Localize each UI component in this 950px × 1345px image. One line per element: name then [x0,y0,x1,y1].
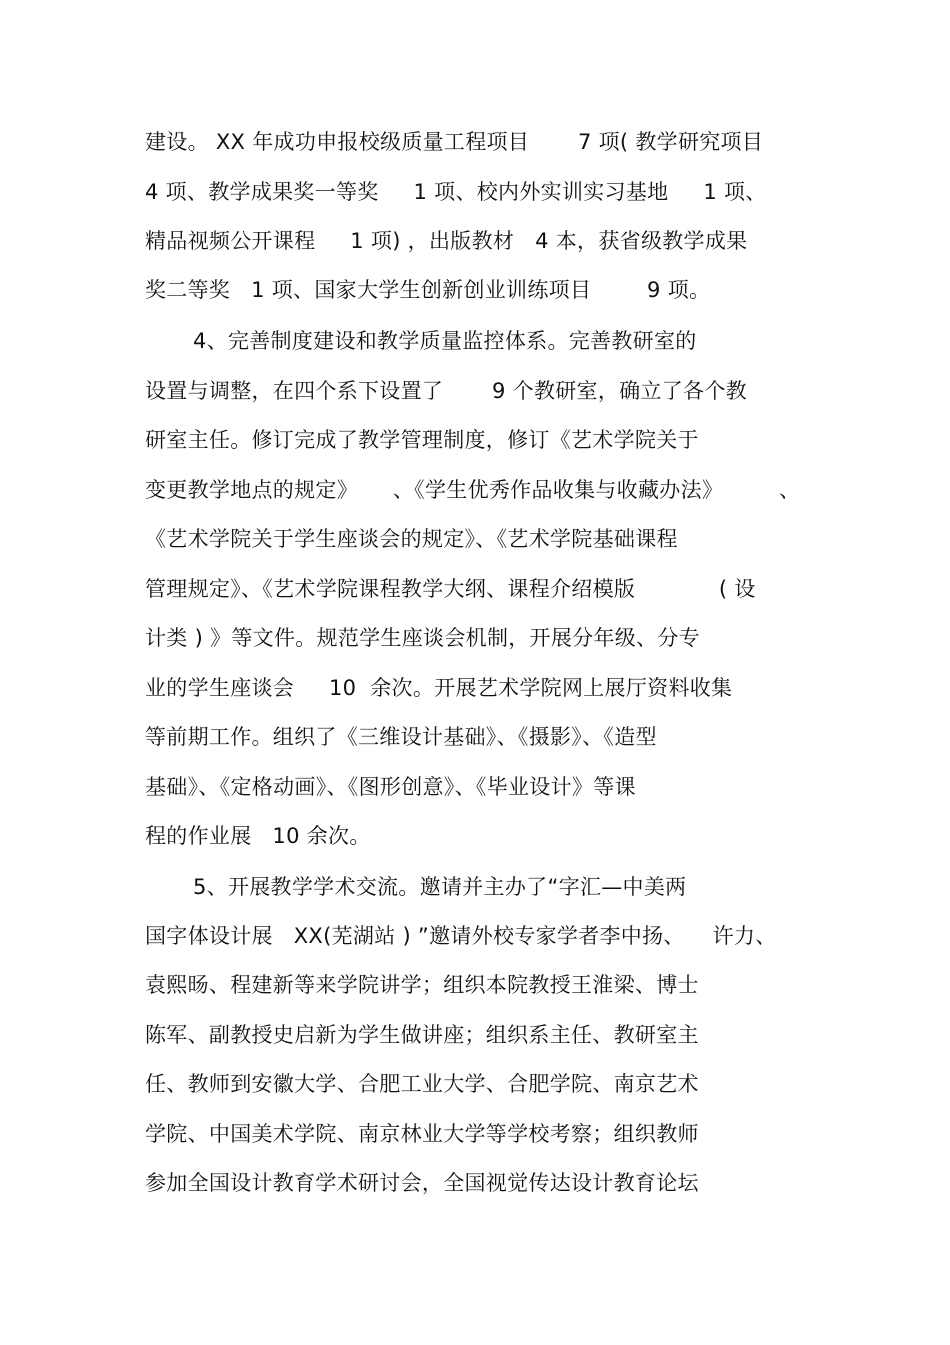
paragraph-2-line-9: 等前期工作。组织了《三维设计基础》、《摄影》、《造型 [145,725,657,749]
paragraph-2-line-8: 业的学生座谈会 10 余次。开展艺术学院网上展厅资料收集 [145,676,733,700]
paragraph-3-line-6: 学院、中国美术学院、南京林业大学等学校考察；组织教师 [145,1122,699,1146]
paragraph-1-line-2: 4 项、教学成果奖一等奖 1 项、校内外实训实习基地 1 项、 [145,180,767,204]
paragraph-3-line-5: 任、教师到安徽大学、合肥工业大学、合肥学院、南京艺术 [145,1072,699,1096]
paragraph-2-line-3: 研室主任。修订完成了教学管理制度，修订《艺术学院关于 [145,428,699,452]
paragraph-3-line-3: 袁熙旸、程建新等来学院讲学；组织本院教授王淮梁、博士 [145,973,699,997]
paragraph-3-line-7: 参加全国设计教育学术研讨会，全国视觉传达设计教育论坛 [145,1171,699,1195]
paragraph-3-line-1: 5、开展教学学术交流。邀请并主办了“字汇—中美两 [193,875,687,899]
paragraph-2-line-10: 基础》、《定格动画》、《图形创意》、《毕业设计》等课 [145,775,636,799]
paragraph-2-line-2: 设置与调整，在四个系下设置了 9 个教研室，确立了各个教 [145,379,747,403]
paragraph-1-line-3: 精品视频公开课程 1 项) ，出版教材 4 本，获省级教学成果 [145,229,748,253]
paragraph-1-line-1: 建设。 XX 年成功申报校级质量工程项目 7 项( 教学研究项目 [145,130,764,154]
paragraph-3-line-2: 国字体设计展 XX(芜湖站 ) ”邀请外校专家学者李中扬、 许力、 [145,924,777,948]
paragraph-3-line-4: 陈军、副教授史启新为学生做讲座；组织系主任、教研室主 [145,1023,699,1047]
paragraph-2-line-6: 管理规定》、《艺术学院课程教学大纲、课程介绍模版 ( 设 [145,577,756,601]
paragraph-2-line-7: 计类 ) 》等文件。规范学生座谈会机制，开展分年级、分专 [145,626,700,650]
paragraph-2-line-5: 《艺术学院关于学生座谈会的规定》、《艺术学院基础课程 [145,527,678,551]
paragraph-1-line-4: 奖二等奖 1 项、国家大学生创新创业训练项目 9 项。 [145,278,711,302]
paragraph-2-line-11: 程的作业展 10 余次。 [145,824,371,848]
paragraph-2-line-1: 4、完善制度建设和教学质量监控体系。完善教研室的 [193,329,697,353]
paragraph-2-line-4: 变更教学地点的规定》 、《学生优秀作品收集与收藏办法》 、 [145,478,801,502]
